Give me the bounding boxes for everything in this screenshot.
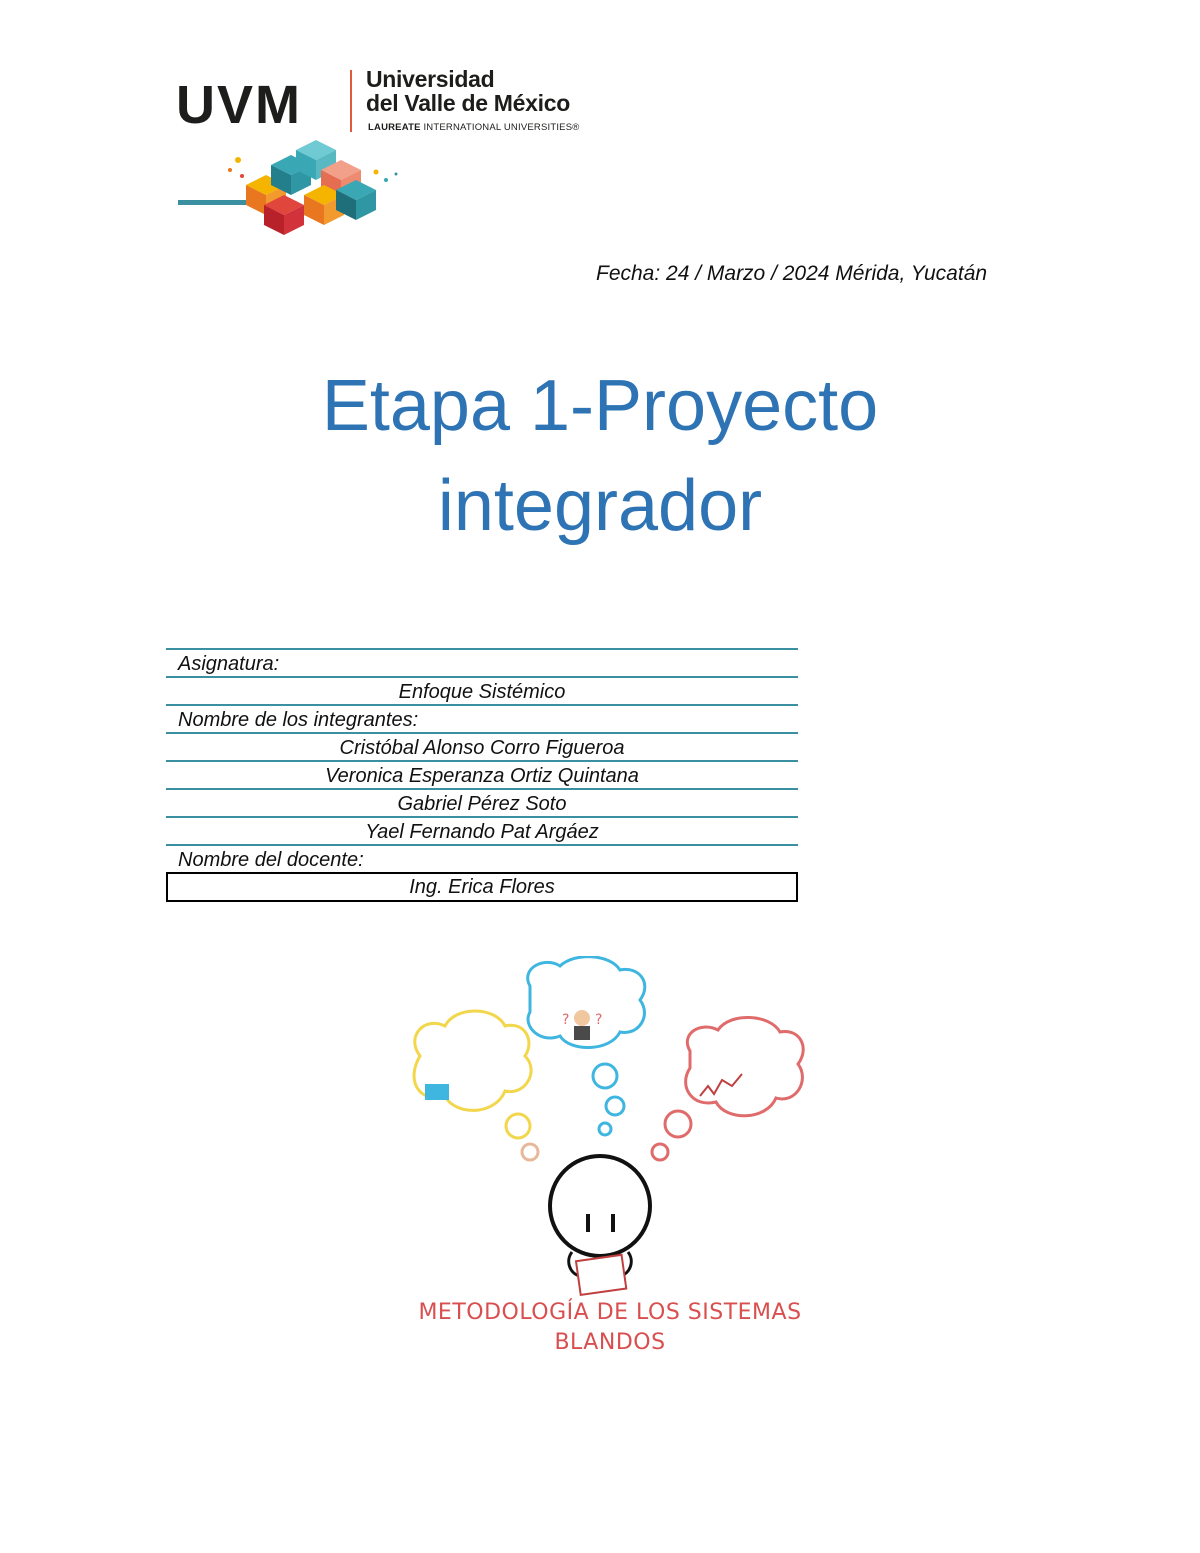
logo-divider [350, 70, 352, 132]
teacher-value: Ing. Erica Flores [166, 872, 798, 902]
laureate-tagline: LAUREATE INTERNATIONAL UNIVERSITIES® [368, 122, 580, 133]
svg-text:?: ? [595, 1012, 603, 1028]
document-title [0, 356, 1200, 556]
uvm-wordmark: UVM [176, 75, 302, 135]
member-name: Cristóbal Alonso Corro Figueroa [166, 732, 798, 760]
member-name: Yael Fernando Pat Argáez [166, 816, 798, 844]
title-line1: Etapa 1-Proyecto [321, 366, 879, 446]
member-name: Gabriel Pérez Soto [166, 788, 798, 816]
teacher-label: Nombre del docente: [166, 844, 798, 872]
title-line2: integrador [437, 466, 763, 546]
university-name-line1: Universidad [366, 66, 495, 92]
university-logo [176, 64, 580, 244]
member-name: Veronica Esperanza Ortiz Quintana [166, 760, 798, 788]
caption-line1: METODOLOGÍA DE LOS SISTEMAS [418, 1300, 802, 1325]
cubes-graphic [176, 140, 406, 240]
soft-systems-illustration [400, 956, 820, 1366]
date-location: Fecha: 24 / Marzo / 2024 Mérida, Yucatán [596, 262, 988, 285]
svg-text:?: ? [562, 1012, 570, 1028]
caption-line2: BLANDOS [554, 1330, 666, 1355]
thinking-figure-graphic [400, 956, 820, 1296]
subject-label: Asignatura: [166, 648, 798, 676]
info-table [166, 648, 798, 902]
university-name-line2: del Valle de México [366, 90, 570, 116]
members-label: Nombre de los integrantes: [166, 704, 798, 732]
subject-value: Enfoque Sistémico [166, 676, 798, 704]
